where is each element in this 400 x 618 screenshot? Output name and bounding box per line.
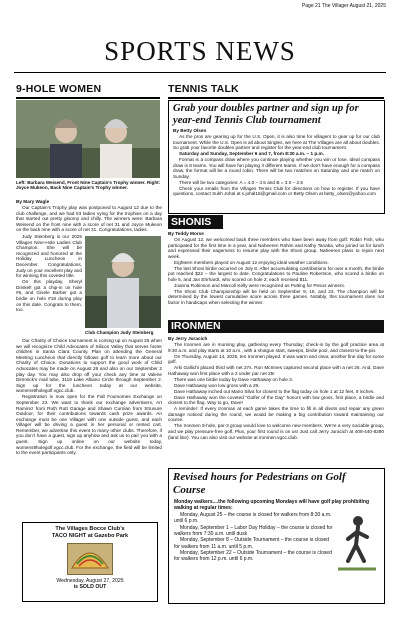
champion-caption: Club Champion Judy Steinberg: [85, 330, 154, 335]
bocce-line-1: The Villages Bocce Club’s: [55, 526, 125, 532]
nine-hole-article-narrow: [16, 234, 82, 313]
tennis-paragraph: Format is a compass draw where you continue playing whether you win or lose. Ideal compass draw is 8 teams. You will have fun playing 3 different teams. If we don’t have enough for a compass draw, the format will be a round robin. There will be two matches on Saturday and one match on Sunday.: [173, 157, 380, 179]
nine-hole-article-bottom: [16, 338, 162, 456]
tennis-heading-rule: [168, 97, 384, 99]
revised-hours-title: Revised hours for Pedestrians on Golf Course: [173, 471, 346, 496]
tennis-article: [169, 127, 384, 197]
page-header-line: Page 21 The Villager August 21, 2025: [301, 3, 386, 9]
bocce-line-3: Wednesday, August 27, 2025: [56, 578, 124, 584]
bocce-line-2: TACO NIGHT at Gazebo Park: [51, 533, 129, 539]
ironmen-article: [168, 336, 384, 441]
tennis-byline: By Betty Olsen: [173, 128, 207, 133]
winners-photo-caption: Left: Barbara Weisend, Front Nine Captain’s Trophy winner. Right: Joyce Mukeon, Back Nine Captain’s Trophy winner.: [16, 180, 161, 191]
ironmen-byline: By Jerry Juracich: [168, 336, 208, 341]
nine-hole-heading-rule: [16, 97, 160, 99]
tennis-paragraph: There will be two categories: A = 4.0 – 3.5 and B = 3.0 – 2.5: [179, 179, 304, 185]
ironmen-paragraph: The Ironmen 9-hole, par-3 group would love to welcome new members. We’re a very sociable group, and we play pressure-free golf. Plus, your first round is on us! Just call Jerry Juracich at 408-440-8280 (land line). You can also visit our website at ironmen.vgcc.club.: [168, 423, 384, 440]
shonis-paragraph: The last Shoni birdie occurred on July 8. After accumulating contributions for over a month, the birdie pot reached $22 – the largest to date. Congratulations to Pauline Robertson, who scored a birdie on hole 5, and Jan Ehrhardt, who scored on hole 2; each received $11.: [168, 265, 384, 282]
ironmen-paragraph: A reminder: If every Ironman at each game takes the time to fill in all divots and repair any green damage noticed during the round, we would be making a big contribution toward maintaining our course.: [168, 406, 384, 423]
ironmen-paragraph: The Ironmen are in morning play, gathering every Thursday; check-in by the golf practice area at 9:30 a.m. and play starts at 10 a.m., with a shotgun start, sweeps, birdie pool, and closest-to-the-pin.: [168, 341, 384, 353]
captains-trophy-winners-photo: [16, 100, 160, 178]
shonis-byline: By Teddy Morse: [168, 231, 204, 236]
winners-photo-illustration: [16, 100, 160, 178]
champion-photo: [85, 236, 161, 328]
ironmen-paragraph: There was one birdie today by Dave Hathaway on hole 3.: [174, 376, 294, 382]
tennis-tournament-box: [168, 100, 385, 214]
taco-icon: [68, 544, 112, 574]
section-title: SPORTS NEWS: [104, 36, 296, 66]
shonis-article: [168, 231, 384, 306]
shonis-paragraph: Eighteen members played on August 12 enjoying ideal weather conditions.: [174, 259, 329, 265]
revised-hours-item: Monday, September 22 – Outside Tournament – the course is closed for walkers from 12 p.m. until 6 p.m.: [174, 550, 332, 563]
walker-icon: [336, 513, 378, 573]
taco-graphic: [67, 543, 113, 575]
nine-hole-paragraph: Our Charity of Choice tournament is coming up on August 26 when we will recognize Child Advocates of Silicon Valley that serves foster children in Santa Clara County. Plan on attending the General Meeting Luncheon that directly follows golf to learn more about our Charity of Choice. Donations to support the good work of Child Advocates may be made on August 26 and also on our September 2 play day. You may also drop off your check any time at Valerie Dimmick’s mail tube, 3119 Lake Albano Circle through September 2. Sign up for the luncheon today at our website, womens9holegolf.vgcc.club.: [16, 338, 162, 394]
tennis-box-title: Grab your doubles partner and sign up for year-end Tennis Club tournament: [173, 103, 359, 126]
header-rule: [14, 72, 386, 73]
ironmen-paragraph: Arki Gallichi placed third with net 27s. Ron McInnes captured second place with a net 26. And, Dave Hathaway won first place with a 2 under par net 25!: [168, 365, 384, 376]
champion-photo-illustration: [85, 236, 161, 328]
tennis-dates: Saturday and Sunday, September 6 and 7, from 8:30 a.m. – 1 p.m.: [179, 151, 325, 157]
tennis-paragraph: As the pros are gearing up for the U.S. Open, it is also time for villagers to gear up for our club tournament. While the U.S. Open is all about Singles, we here at The Villages are all about doubles. So grab your favorite doubles partner and register for the year-end club tournament.: [173, 133, 380, 151]
nine-hole-paragraph: Our Captain’s Trophy play was postponed to August 12 due to the club challenge, and we had 53 ladies vying for the trophies on a day that started out pretty gloomy and chilly. The winners were: Barbara Weisend on the front nine with a score of net 31 and Joyce Mukeon on the back nine with a score of net 31. Congratulations, ladies.: [16, 204, 162, 233]
nine-hole-paragraph: On this playday, Sheryl Driskell got a chip-in on hole #6, and Gisele Barber got a birdie on hole #18 during play on this date. Congrats to them, too.: [16, 279, 82, 313]
revised-hours-item: Monday, September 1 – Labor Day Holiday – the course is closed for walkers from 7:30 a.m. until dusk: [174, 524, 333, 537]
revised-hours-body: [169, 497, 370, 563]
shonis-paragraph: On August 12, we welcomed back three members who have been away from golf: Robin Fish, who participated for the first time in a year, and Naheeren Rahim and Kathy Tanaka, who joined us for lunch and expressed their eagerness to resume play with the Shoni group. Naheeren plans to rejoin next week.: [168, 236, 384, 259]
ironmen-paragraph: Dave Hathaway won the coveted “Golfer of the Day” honors with low gross, first place, a birdie and closest to the flag. Way to go, Dave!: [168, 394, 384, 406]
ironmen-heading: IRONMEN: [168, 320, 384, 333]
nine-hole-paragraph: Registration is now open for the Fall Foursomes Exchange on September 23. We want to thank our exchange advertisers, Art Ramirez from Ruth Rutt Garage and Shawn Curnian from Struxure Outdoor, for their contributions towards cash prize awards. An exchange must be one Villager with one outside guest, and each Villager will be driving a guest in her personal or rented cart. Remember, we advertise this event to many other clubs. Therefore, if you don’t have a guest, sign up anyhow and ask us to pair you with a guest. Sign up online on our website today, womens9holegolf.vgcc.club. For the exchange, the field will be limited to the event participants only.: [16, 394, 162, 456]
ironmen-paragraph: Dave Hathaway inched out Mario Silva for closest to the flag today on hole 1 at 12 feet, 8 inches.: [174, 388, 375, 394]
tennis-paragraph: Check your emails from the Villages Tennis Club for directions on how to register. If you have questions, contact Sukh Johal at s.johal15@gmail.com or Betty Olsen at betty_olsen@yahoo.com: [173, 185, 380, 197]
revised-hours-box: [168, 468, 385, 604]
revised-hours-intro: Monday walkers....the following upcoming Mondays will have golf play prohibiting walking at regular times:: [174, 499, 370, 512]
nine-hole-article-top: [16, 199, 162, 233]
bocce-notice-box: [22, 522, 158, 602]
ironmen-paragraph: On Thursday, August 14, 2025, ten Ironmen played. It was warm and clear, another fine day for some golf.: [168, 353, 384, 365]
nine-hole-paragraph: Judy Steinberg is our 2025 Villages Nine-Hole Ladies Club Champion. She will be recognized and honored at the Holiday Luncheon in December. Congratulations, Judy on your excellent play and for winning this coveted title.: [16, 234, 82, 279]
nine-hole-heading: 9-HOLE WOMEN: [16, 83, 102, 95]
nine-hole-byline: By Mary Wagle: [16, 199, 50, 204]
revised-hours-item: Monday, September 8 – Outside Tournament – the course is closed for walkers from 11 a.m. until 5 p.m.: [174, 537, 330, 550]
tennis-heading: TENNIS TALK: [168, 83, 239, 95]
revised-hours-item: Monday, August 25 – the course is closed for walkers from 8:30 a.m. until 6 p.m.: [174, 511, 332, 524]
shonis-heading: SHONIS: [168, 215, 223, 229]
bocce-line-4: is SOLD OUT: [73, 584, 107, 591]
shonis-paragraph: Joanna Robinson and Marcoli Kelly were recognized as Putting for Pesos winners.: [174, 282, 346, 288]
shonis-paragraph: The Shoni Club Championship will be held on September 9, 16, and 23. The champion will be determined by the lowest cumulative score across three games. Notably, this tournament does not factor in handicaps when selecting the winner.: [168, 288, 384, 306]
pedestrian-graphic: [336, 513, 378, 573]
ironmen-paragraph: Dave Hathaway won low gross with a 29.: [174, 382, 260, 388]
